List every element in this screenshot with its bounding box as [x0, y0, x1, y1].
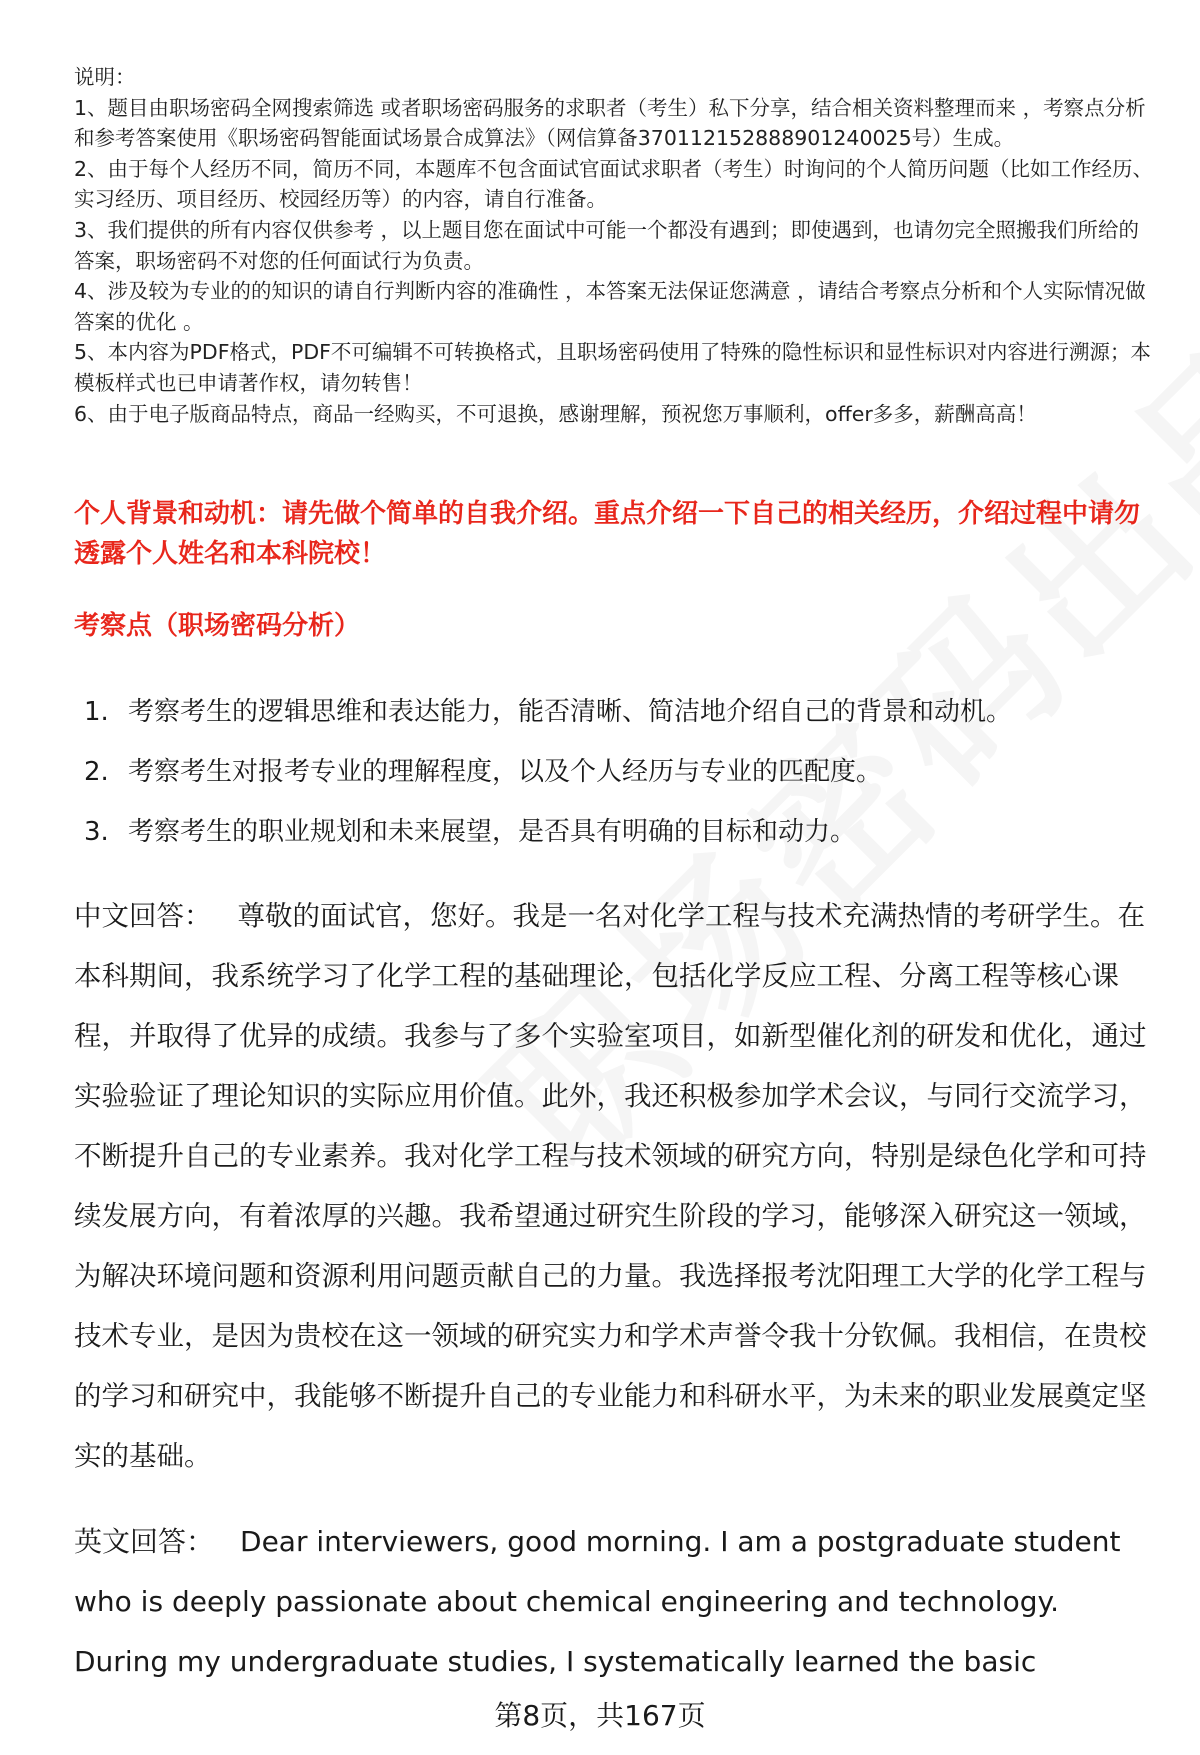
chinese-answer	[74, 886, 1154, 1486]
chinese-answer-text: 尊敬的面试官，您好。我是一名对化学工程与技术充满热情的考研学生。在本科期间，我系统学习了化学工程的基础理论，包括化学反应工程、分离工程等核心课程，并取得了优异的成绩。我参与了多个实验室项目，如新型催化剂的研发和优化，通过实验验证了理论知识的实际应用价值。此外，我还积极参加学术会议，与同行交流学习，不断提升自己的专业素养。我对化学工程与技术领域的研究方向，特别是绿色化学和可持续发展方向，有着浓厚的兴趣。我希望通过研究生阶段的学习，能够深入研究这一领域，为解决环境问题和资源利用问题贡献自己的力量。我选择报考沈阳理工大学的化学工程与技术专业，是因为贵校在这一领域的研究实力和学术声誉令我十分钦佩。我相信，在贵校的学习和研究中，我能够不断提升自己的专业能力和科研水平，为未来的职业发展奠定坚实的基础。	[74, 900, 1147, 1472]
note-item: 4、涉及较为专业的的知识的请自行判断内容的准确性 ，本答案无法保证您满意 ，请结合考察点分析和个人实际情况做答案的优化 。	[74, 279, 1146, 334]
note-item: 1、题目由职场密码全网搜索筛选 或者职场密码服务的求职者（考生）私下分享，结合相关资料整理而来 ，考察点分析和参考答案使用《职场密码智能面试场景合成算法》（网信算备370112152888901240025号）生成。	[74, 95, 1146, 151]
interview-question: 个人背景和动机：请先做个简单的自我介绍。重点介绍一下自己的相关经历，介绍过程中请勿透露个人姓名和本科院校！	[74, 499, 1141, 569]
analysis-point	[84, 682, 1154, 742]
analysis-heading: 考察点（职场密码分析）	[74, 611, 361, 641]
point-text: 考察考生对报考专业的理解程度，以及个人经历与专业的匹配度。	[128, 757, 883, 787]
english-answer-label: 英文回答：	[74, 1525, 215, 1558]
point-number: 2.	[84, 757, 109, 787]
english-answer	[74, 1512, 1154, 1692]
disclaimer-notes	[74, 62, 1154, 429]
point-number: 3.	[84, 817, 109, 847]
note-item: 5、本内容为PDF格式，PDF不可编辑不可转换格式，且职场密码使用了特殊的隐性标识和显性标识对内容进行溯源；本模板样式也已申请著作权，请勿转售！	[74, 340, 1151, 395]
analysis-points	[84, 682, 1154, 862]
note-item: 3、我们提供的所有内容仅供参考 ，以上题目您在面试中可能一个都没有遇到；即使遇到，也请勿完全照搬我们所给的答案，职场密码不对您的任何面试行为负责。	[74, 217, 1140, 273]
analysis-point	[84, 802, 1154, 862]
note-item: 6、由于电子版商品特点，商品一经购买，不可退换，感谢理解，预祝您万事顺利，offer多多，薪酬高高！	[74, 401, 1037, 426]
analysis-point	[84, 742, 1154, 802]
notes-heading: 说明：	[74, 65, 136, 89]
point-text: 考察考生的逻辑思维和表达能力，能否清晰、简洁地介绍自己的背景和动机。	[128, 697, 1013, 727]
page-number: 第8页，共167页	[494, 1699, 706, 1732]
point-number: 1.	[84, 697, 109, 727]
point-text: 考察考生的职业规划和未来展望，是否具有明确的目标和动力。	[128, 817, 857, 847]
english-answer-text: Dear interviewers, good morning. I am a postgraduate student who is deeply passionate about chemical engineering and technology. During my undergraduate studies, I systematically learned the basic	[74, 1525, 1121, 1678]
note-item: 2、由于每个人经历不同，简历不同，本题库不包含面试官面试求职者（考生）时询问的个人简历问题（比如工作经历、实习经历、项目经历、校园经历等）的内容，请自行准备。	[74, 156, 1154, 212]
chinese-answer-label: 中文回答：	[74, 900, 212, 932]
